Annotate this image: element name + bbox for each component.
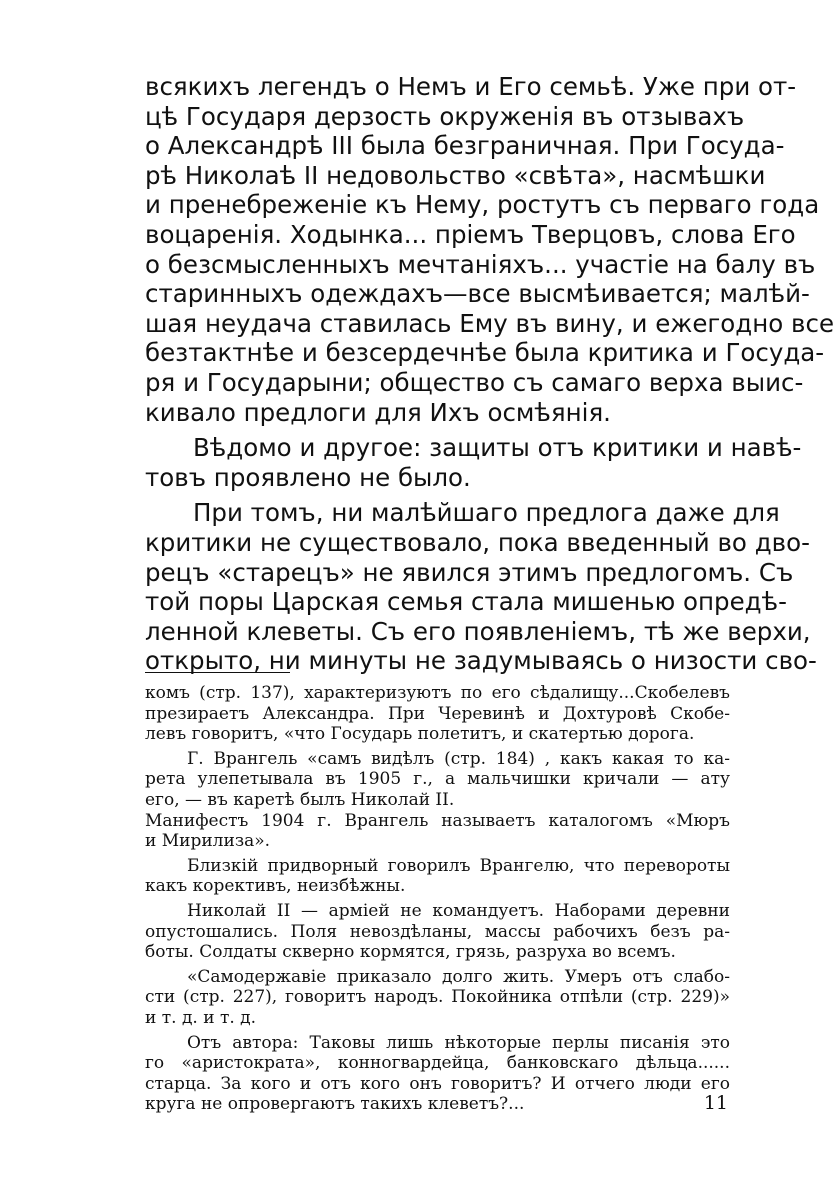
footnote-line: «Самодержавіе приказало долго жить. Умеръ отъ слабо- (187, 966, 730, 987)
footnote-line: Манифестъ 1904 г. Врангель называетъ каталогомъ «Мюръ (145, 810, 730, 831)
main-text-line: рецъ «старецъ» не явился этимъ предлогомъ. Съ (145, 557, 794, 587)
footnote-line: боты. Солдаты скверно кормятся, грязь, разруха во всемъ. (145, 942, 676, 963)
main-text-line: Вѣдомо и другое: защиты отъ критики и навѣ- (193, 433, 802, 463)
footnote-line: левъ говоритъ, «что Государь полетитъ, и скатертью дорога. (145, 724, 695, 745)
main-text-line: безтактнѣе и безсердечнѣе была критика и Госуда- (145, 338, 825, 368)
main-text-line: всякихъ легендъ о Немъ и Его семьѣ. Уже при от- (145, 72, 797, 101)
main-text-line: старинныхъ одеждахъ—все высмѣивается; малѣй- (145, 279, 810, 309)
footnote-line: и т. д. и т. д. (145, 1007, 257, 1028)
footnote-line: рета улепетывала въ 1905 г., а мальчишки кричали — ату (145, 769, 730, 790)
main-text-line: шая неудача ставилась Ему въ вину, и ежегодно все (145, 308, 835, 338)
footnote-line: Николай II — арміей не командуетъ. Наборами деревни (187, 900, 730, 921)
footnote-line: круга не опровергаютъ такихъ клеветъ?... (145, 1094, 525, 1115)
footnote-line: какъ корективъ, неизбѣжны. (145, 876, 406, 897)
footnote-line: Отъ автора: Таковы лишь нѣкоторые перлы писанія это (187, 1032, 730, 1053)
footnote-divider (145, 672, 290, 673)
main-text-line: цѣ Государя дерзость окруженія въ отзывахъ (145, 101, 745, 131)
main-text-line: ря и Государыни; общество съ самаго верха выис- (145, 367, 804, 397)
page-number: 11 (703, 1092, 728, 1114)
footnote-line: Близкій придворный говорилъ Врангелю, что перевороты (187, 855, 730, 876)
main-text-line: воцаренія. Ходынка... пріемъ Тверцовъ, слова Его (145, 219, 796, 249)
main-text-line: и пренебреженіе къ Нему, ростутъ съ перваго года (145, 190, 820, 220)
footnote-line: го «аристократа», конногвардейца, банковскаго дѣльца...... (145, 1053, 730, 1074)
footnote-line: комъ (стр. 137), характеризуютъ по его сѣдалищу...Скобелевъ (145, 683, 730, 703)
footnote-line: и Мирилиза». (145, 831, 271, 852)
main-text-block (145, 72, 835, 676)
footnote-line: презираетъ Александра. При Черевинѣ и Дохтуровѣ Скобе- (145, 703, 730, 724)
main-text-line: При томъ, ни малѣйшаго предлога даже для (193, 498, 780, 528)
footnotes-block (145, 683, 730, 1115)
footnote-line: Г. Врангель «самъ видѣлъ (стр. 184) , какъ какая то ка- (187, 748, 730, 769)
main-text-line: кивало предлоги для Ихъ осмѣянія. (145, 397, 611, 427)
footnote-line: сти (стр. 227), говоритъ народъ. Покойника отпѣли (стр. 229)» (145, 987, 730, 1008)
main-text-line: критики не существовало, пока введенный во дво- (145, 527, 810, 557)
main-text-line: рѣ Николаѣ II недовольство «свѣта», насмѣшки (145, 160, 766, 190)
main-text-line: товъ проявлено не было. (145, 462, 471, 492)
main-text-line: о безсмысленныхъ мечтаніяхъ... участіе на балу въ (145, 249, 816, 279)
main-text-line: той поры Царская семья стала мишенью опредѣ- (145, 587, 787, 617)
main-text-line: ленной клеветы. Съ его появленіемъ, тѣ же верхи, (145, 616, 811, 646)
footnote-line: старца. За кого и отъ кого онъ говоритъ? И отчего люди его (145, 1073, 730, 1094)
footnote-line: опустошались. Поля невоздѣланы, массы рабочихъ безъ ра- (145, 921, 730, 942)
main-text-line: открыто, ни минуты не задумываясь о низости сво- (145, 646, 817, 676)
main-text-line: о Александрѣ III была безграничная. При Госуда- (145, 131, 785, 161)
footnote-line: его, — въ каретѣ былъ Николай II. (145, 789, 455, 810)
